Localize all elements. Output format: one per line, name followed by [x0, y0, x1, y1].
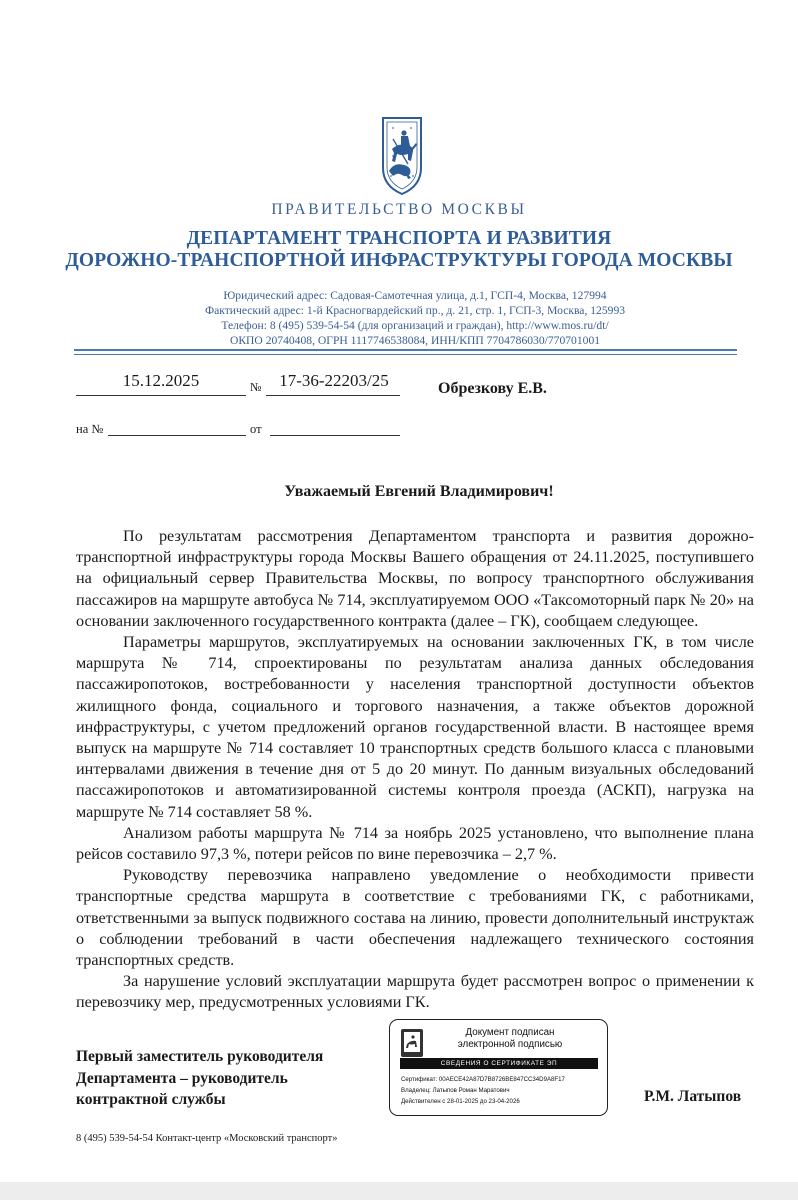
signer-position — [76, 1046, 323, 1111]
letterhead-divider-thin — [74, 354, 737, 355]
department-name-line1: ДЕПАРТАМЕНТ ТРАНСПОРТА И РАЗВИТИЯ — [186, 228, 612, 249]
footer-contact: 8 (495) 539-54-54 Контакт-центр «Московский транспорт» — [76, 1133, 338, 1144]
number-underline — [266, 395, 400, 396]
registry-codes-line: ОКПО 20740408, ОГРН 1117746538084, ИНН/КПП 7704786030/770701001 — [229, 334, 601, 347]
reply-number-underline — [108, 435, 246, 436]
paragraph: Руководству перевозчика направлено уведомление о необходимости привести транспортные средства маршрута в соответствие с требованиями ГК, с работниками, ответственными за выпуск подвижного состава на линию, провести дополнительный инструктаж о соблюдении требований в части обеспечения надлежащего технического состояния транспортных средств. — [76, 866, 754, 970]
certificate-number: Сертификат: 00AECE42A87D7B8726BE847CC34D9A8F17 — [401, 1076, 565, 1083]
paragraph: По результатам рассмотрения Департаментом транспорта и развития дорожно-транспортной инфраструктуры города Москвы Вашего обращения от 24.11.2025, поступившего на официальный сервер Правительства Москвы, по вопросу транспортного обслуживания пассажиров на маршруте автобуса № 714, эксплуатируемом ООО «Таксомоторный парк № 20» на основании заключенного государственного контракта (далее – ГК), сообщаем следующее. — [76, 527, 754, 630]
bottom-strip — [0, 1182, 798, 1200]
stamp-title — [430, 1027, 590, 1051]
coat-of-arms-icon — [401, 1029, 423, 1057]
paragraph: За нарушение условий эксплуатации маршрута будет рассмотрен вопрос о применении к перевозчику мер, предусмотренных условиями ГК. — [76, 972, 754, 1012]
letterhead-divider-thick — [74, 349, 737, 351]
certificate-validity: Действителен с 28-01-2025 до 23-04-2026 — [401, 1098, 520, 1105]
contact-phone-line: Телефон: 8 (495) 539-54-54 (для организаций и граждан), http://www.mos.ru/dt/ — [221, 319, 609, 332]
signer-position-line: Первый заместитель руководителя — [76, 1048, 324, 1065]
actual-address: Фактический адрес: 1-й Красногвардейский пр., д. 21, стр. 1, ГСП-3, Москва, 125993 — [204, 304, 626, 317]
outgoing-number: 17-36-22203/25 — [279, 371, 389, 390]
greeting: Уважаемый Евгений Владимирович! — [284, 483, 554, 500]
stamp-title-line: Документ подписан — [465, 1027, 555, 1038]
reply-from-label: от — [250, 422, 262, 436]
reply-to-number-label: на № — [76, 422, 104, 436]
certificate-info-band: СВЕДЕНИЯ О СЕРТИФИКАТЕ ЭП — [400, 1058, 598, 1069]
signer-position-line: Департамента – руководитель — [76, 1069, 288, 1087]
number-sign: № — [250, 380, 262, 394]
letter-body — [76, 526, 754, 1014]
certificate-owner: Владелец: Латыпов Роман Маратович — [401, 1087, 510, 1094]
stamp-title-line: электронной подписью — [457, 1039, 563, 1050]
date-underline — [76, 395, 246, 396]
signer-name: Р.М. Латыпов — [644, 1088, 742, 1105]
moscow-coat-of-arms-icon — [380, 116, 424, 196]
electronic-signature-stamp — [389, 1019, 608, 1116]
addressee: Обрезкову Е.В. — [438, 380, 547, 397]
paragraph: Анализом работы маршрута № 714 за ноябрь 2025 установлено, что выполнение плана рейсов составило 97,3 %, потери рейсов по вине перевозчика – 2,7 %. — [76, 823, 754, 864]
outgoing-date: 15.12.2025 — [122, 371, 200, 390]
paragraph: Параметры маршрутов, эксплуатируемых на основании заключенных ГК, в том числе маршрута № 714, спроектированы по результатам анализа данных обследования пассажиропотоков, востребованности у населения транспортной доступности объектов жилищного фонда, социального и торгового назначения, а также объектов дорожной инфраструктуры, с учетом предложений органов государственной власти. В настоящее время выпуск на маршруте № 714 составляет 10 транспортных средств большого класса с плановыми интервалами движения в течение дня от 5 до 20 минут. По данным визуальных обследований пассажиропотоков и автоматизированной системы контроля проезда (АСКП), нагрузка на маршруте № 714 составляет 58 %. — [76, 633, 754, 821]
legal-address: Юридический адрес: Садовая-Самотечная улица, д.1, ГСП-4, Москва, 127994 — [223, 289, 607, 302]
signer-position-line: контрактной службы — [76, 1091, 226, 1108]
reply-date-underline — [270, 435, 400, 436]
department-name-line2: ДОРОЖНО-ТРАНСПОРТНОЙ ИНФРАСТРУКТУРЫ ГОРОДА МОСКВЫ — [65, 250, 733, 271]
government-title: ПРАВИТЕЛЬСТВО МОСКВЫ — [271, 201, 527, 218]
